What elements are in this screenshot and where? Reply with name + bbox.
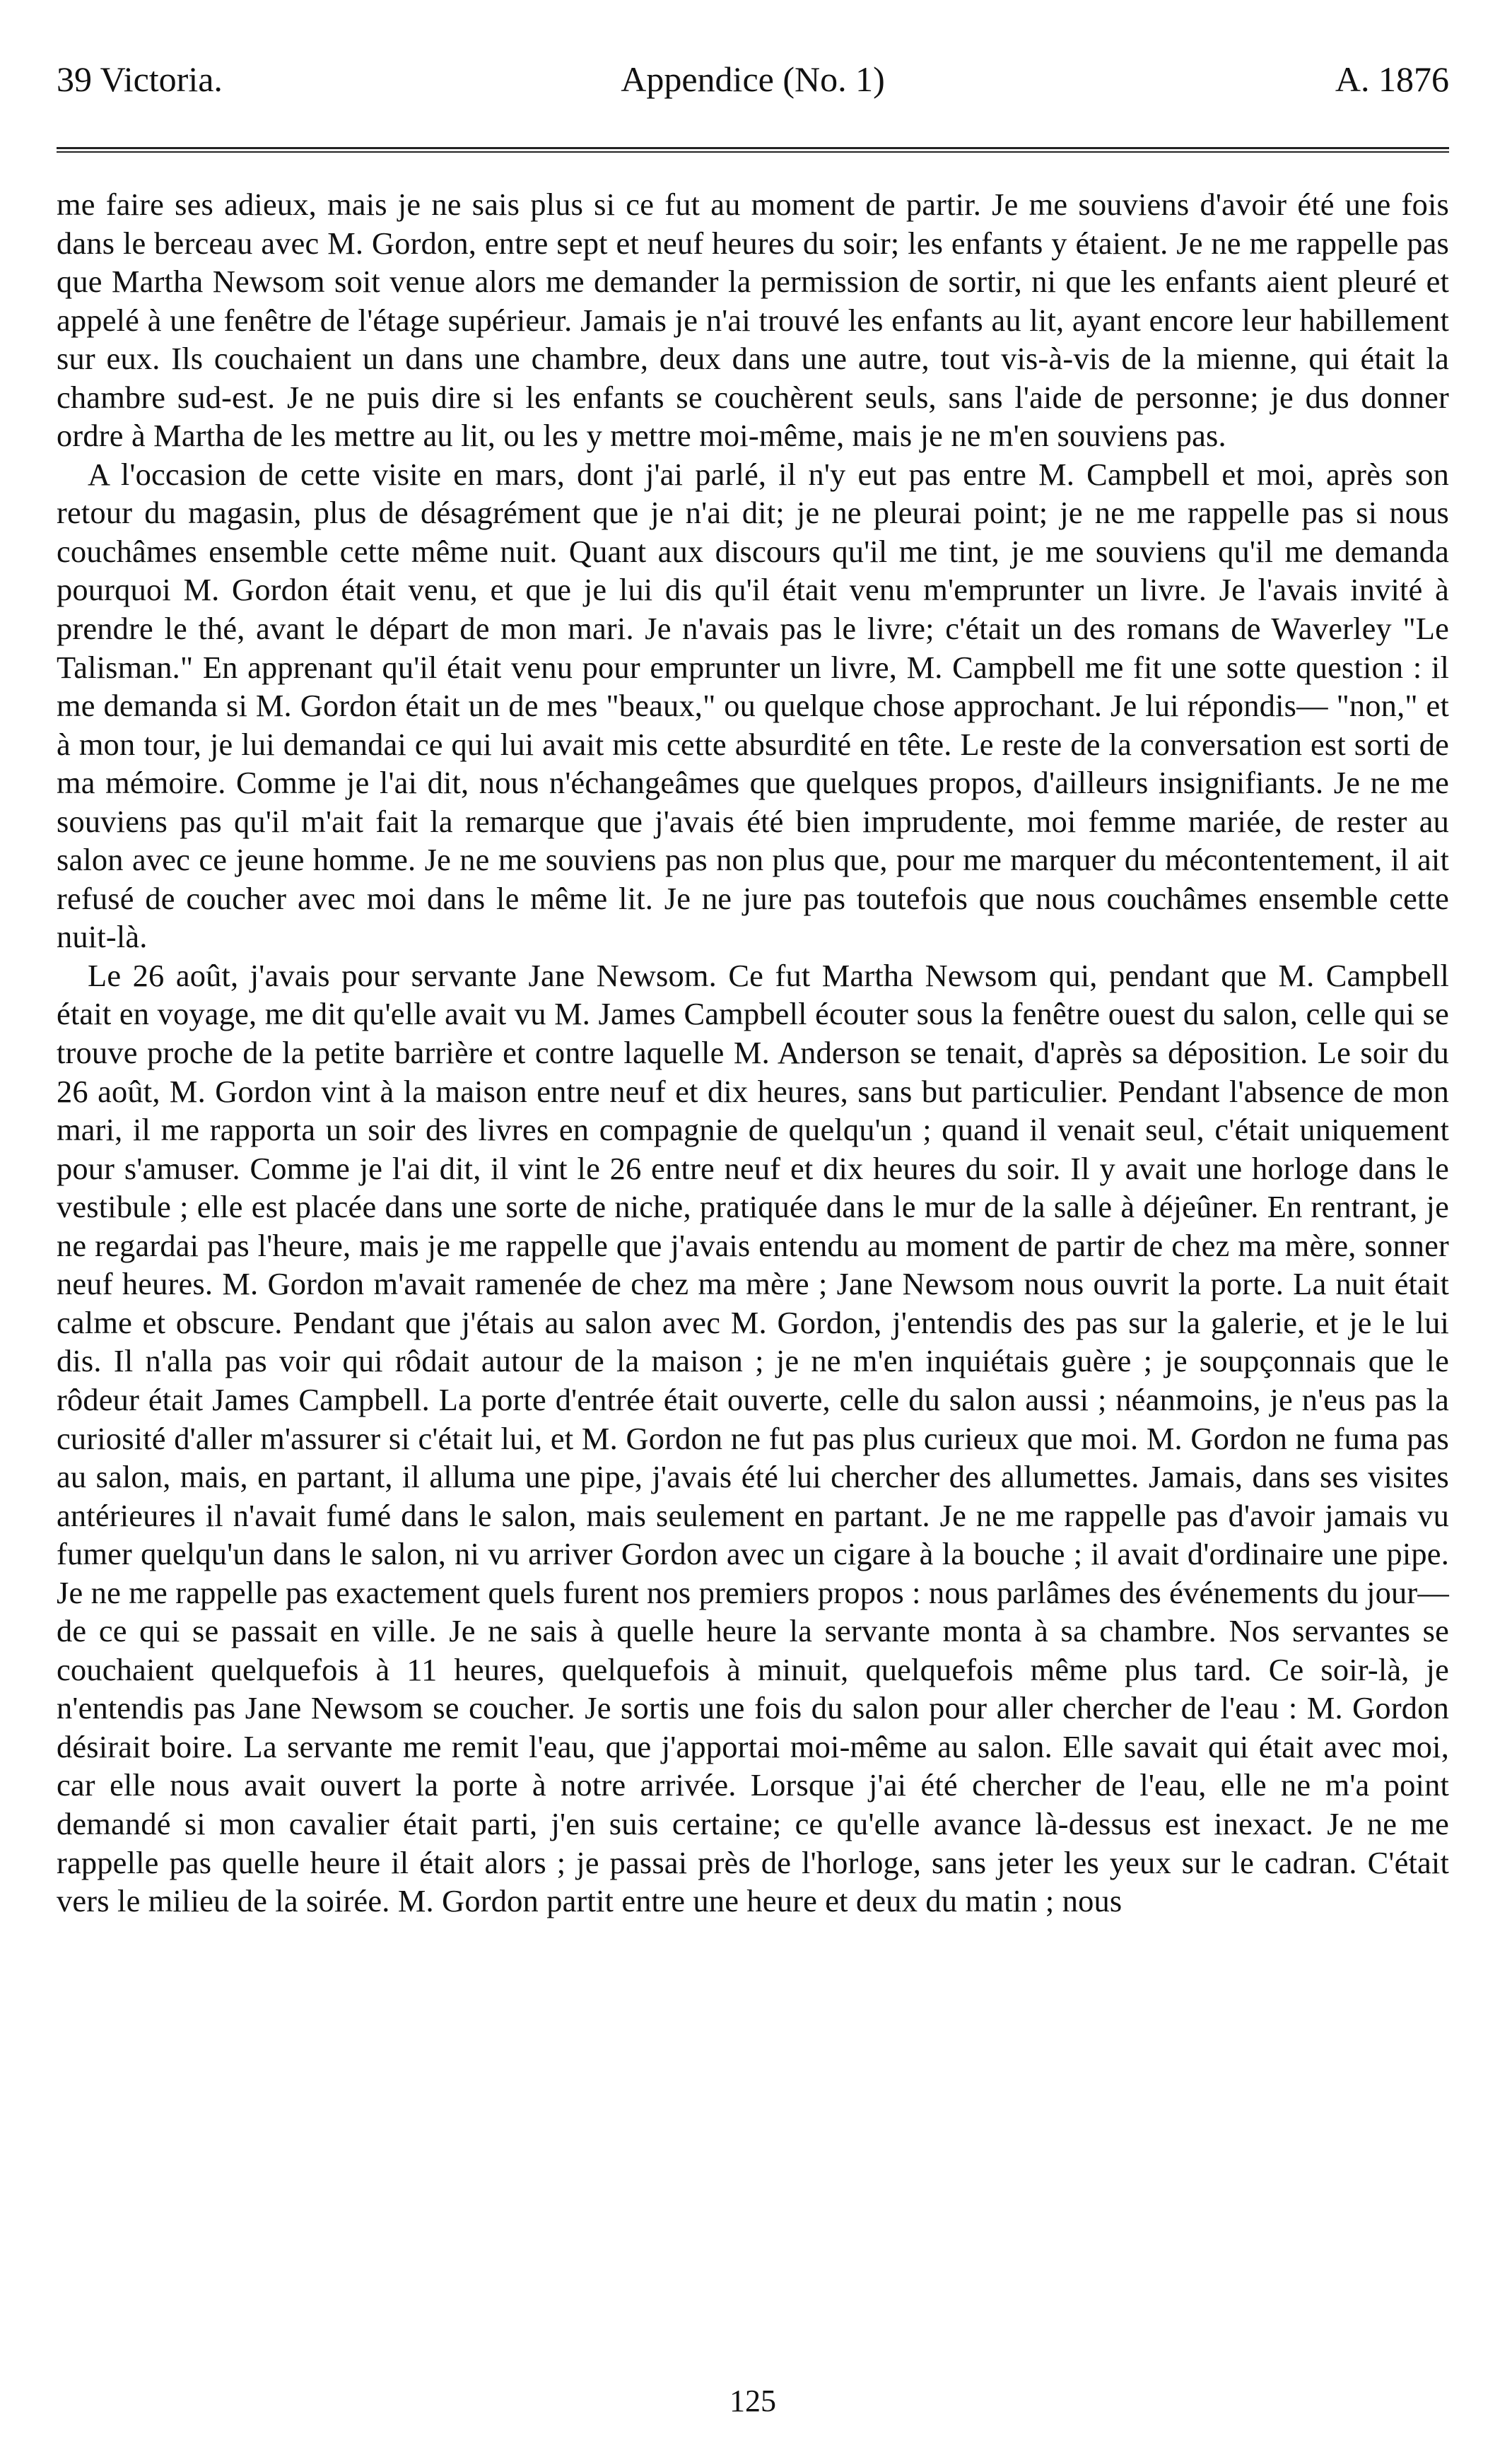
running-header — [57, 58, 1449, 100]
header-year: A. 1876 — [1335, 59, 1449, 99]
page-number: 125 — [729, 2384, 776, 2418]
body-text — [57, 185, 1449, 1921]
paragraph-continuation: me faire ses adieux, mais je ne sais plus si ce fut au moment de partir. Je me souviens d'avoir été une fois dans le berceau avec M. Gordon, entre sept et neuf heures du soir; les enfants y étaient. Je ne me rappelle pas que Martha Newsom soit venue alors me demander la permission de sortir, ni que les enfants aient pleuré et appelé à une fenêtre de l'étage supérieur. Jamais je n'ai trouvé les enfants au lit, ayant encore leur habillement sur eux. Ils couchaient un dans une chambre, deux dans une autre, tout vis-à-vis de la mienne, qui était la chambre sud-est. Je ne puis dire si les enfants se couchèrent seuls, sans l'aide de personne; je dus donner ordre à Martha de les mettre au lit, ou les y mettre moi-même, mais je ne m'en souviens pas. — [57, 187, 1449, 454]
paragraph-august-26: Le 26 août, j'avais pour servante Jane Newsom. Ce fut Martha Newsom qui, pendant que M. Campbell était en voyage, me dit qu'elle avait vu M. James Campbell écouter sous la fenêtre ouest du salon, celle qui se trouve proche de la petite barrière et contre laquelle M. Anderson se tenait, d'après sa déposition. Le soir du 26 août, M. Gordon vint à la maison entre neuf et dix heures, sans but particulier. Pendant l'absence de mon mari, il me rapporta un soir des livres en compagnie de quelqu'un ; quand il venait seul, c'était uniquement pour s'amuser. Comme je l'ai dit, il vint le 26 entre neuf et dix heures du soir. Il y avait une horloge dans le vestibule ; elle est placée dans une sorte de niche, pratiquée dans le mur de la salle à déjeûner. En rentrant, je ne regardai pas l'heure, mais je me rappelle que j'avais entendu au moment de partir de chez ma mère, sonner neuf heures. M. Gordon m'avait ramenée de chez ma mère ; Jane Newsom nous ouvrit la porte. La nuit était calme et obscure. Pendant que j'étais au salon avec M. Gordon, j'entendis des pas sur la galerie, et je le lui dis. Il n'alla pas voir qui rôdait autour de la maison ; je ne m'en inquiétais guère ; je soupçonnais que le rôdeur était James Campbell. La porte d'entrée était ouverte, celle du salon aussi ; néanmoins, je n'eus pas la curiosité d'aller m'assurer si c'était lui, et M. Gordon ne fut pas plus curieux que moi. M. Gordon ne fuma pas au salon, mais, en partant, il alluma une pipe, j'avais été lui chercher des allumettes. Jamais, dans ses visites antérieures il n'avait fumé dans le salon, mais seulement en partant. Je ne me rappelle pas d'avoir jamais vu fumer quelqu'un dans le salon, ni vu arriver Gordon avec un cigare à la bouche ; il avait d'ordinaire une pipe. Je ne me rappelle pas exactement quels furent nos premiers propos : nous parlâmes des événements du jour—de ce qui se passait en ville. Je ne sais à quelle heure la servante monta à sa chambre. Nos servantes se couchaient quelquefois à 11 heures, quelquefois à minuit, quelquefois même plus tard. Ce soir-là, je n'entendis pas Jane Newsom se coucher. Je sortis une fois du salon pour aller chercher de l'eau : M. Gordon désirait boire. La servante me remit l'eau, que j'apportai moi-même au salon. Elle savait qui était avec moi, car elle nous avait ouvert la porte à notre arrivée. Lorsque j'ai été chercher de l'eau, elle ne m'a point demandé si mon cavalier était parti, j'en suis certaine; ce qu'elle avance là-dessus est inexact. Je ne me rappelle pas quelle heure il était alors ; je passai près de l'horloge, sans jeter les yeux sur le cadran. C'était vers le milieu de la soirée. M. Gordon partit entre une heure et deux du matin ; nous — [57, 957, 1449, 1919]
header-session: 39 Victoria. — [57, 59, 223, 99]
header-appendix-title: Appendice (No. 1) — [621, 59, 885, 99]
header-double-rule — [57, 147, 1449, 153]
document-page — [57, 0, 1449, 2438]
paragraph-march-visit: A l'occasion de cette visite en mars, dont j'ai parlé, il n'y eut pas entre M. Campbell et moi, après son retour du magasin, plus de désagrément que je n'ai dit; je ne pleurai point; je ne me rappelle pas si nous couchâmes ensemble cette même nuit. Quant aux discours qu'il me tint, je me souviens qu'il me demanda pourquoi M. Gordon était venu, et que je lui dis qu'il était venu m'emprunter un livre. Je l'avais invité à prendre le thé, avant le départ de mon mari. Je n'avais pas le livre; c'était un des romans de Waverley "Le Talisman." En apprenant qu'il était venu pour emprunter un livre, M. Campbell me fit une sotte question : il me demanda si M. Gordon était un de mes "beaux," ou quelque chose approchant. Je lui répondis— "non," et à mon tour, je lui demandai ce qui lui avait mis cette absurdité en tête. Le reste de la conversation est sorti de ma mémoire. Comme je l'ai dit, nous n'échangeâmes que quelques propos, d'ailleurs insignifiants. Je ne me souviens pas qu'il m'ait fait la remarque que j'avais été bien imprudente, moi femme mariée, de rester au salon avec ce jeune homme. Je ne me souviens pas non plus que, pour me marquer du mécontentement, il ait refusé de coucher avec moi dans le même lit. Je ne jure pas toutefois que nous couchâmes ensemble cette nuit-là. — [57, 456, 1449, 955]
